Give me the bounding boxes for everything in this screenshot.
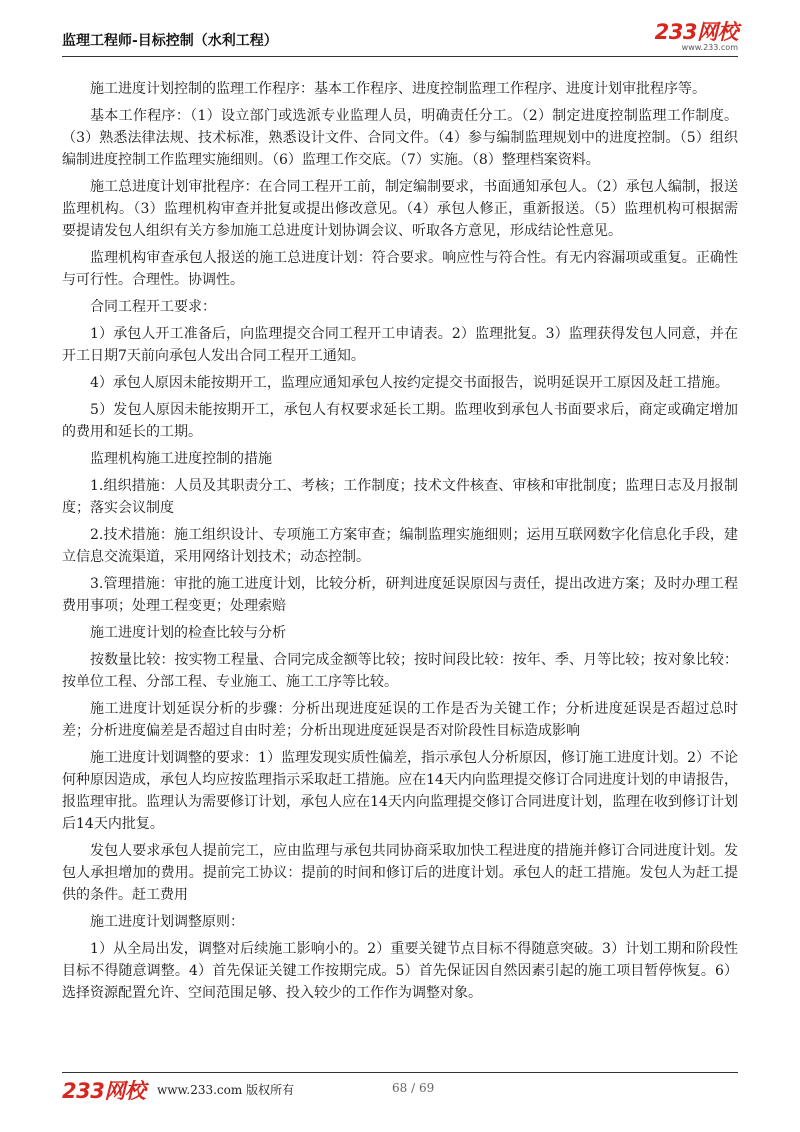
- paragraph: 1.组织措施：人员及其职责分工、考核；工作制度；技术文件核查、审核和审批制度；监理日志及月报制度；落实会议制度: [62, 478, 738, 516]
- paragraph: 4）承包人原因未能按期开工，监理应通知承包人按约定提交书面报告，说明延误开工原因及赶工措施。: [90, 375, 729, 391]
- paragraph: 监理机构审查承包人报送的施工总进度计划：符合要求。响应性与符合性。有无内容漏项或重复。正确性与可行性。合理性。协调性。: [62, 250, 738, 288]
- brand-logo[interactable]: [655, 22, 738, 52]
- paragraph: 施工进度计划调整原则：: [90, 914, 244, 930]
- paragraph: 施工进度计划延误分析的步骤：分析出现进度延误的工作是否为关键工作；分析进度延误是否超过总时差；分析进度偏差是否超过自由时差；分析出现进度延误是否对阶段性目标造成影响: [62, 701, 738, 739]
- brand-logo-url: www.233.com: [681, 43, 738, 52]
- paragraph: 施工总进度计划审批程序：在合同工程开工前，制定编制要求，书面通知承包人。（2）承包人编制，报送监理机构。（3）监理机构审查并批复或提出修改意见。（4）承包人修正，重新报送。（5）监理机构可根据需要提请发包人组织有关方参加施工总进度计划协调会议、听取各方意见，形成结论性意见。: [62, 179, 738, 239]
- paragraph: 施工进度计划的检查比较与分析: [90, 625, 286, 641]
- paragraph: 监理机构施工进度控制的措施: [90, 451, 272, 467]
- paragraph: 合同工程开工要求：: [90, 299, 216, 315]
- document-body: [62, 78, 738, 1009]
- paragraph: 施工进度计划调整的要求：1）监理发现实质性偏差，指示承包人分析原因，修订施工进度计划。2）不论何种原因造成，承包人均应按监理指示采取赶工措施。应在14天内向监理提交修订合同进度计划的申请报告，报监理审批。监理认为需要修订计划，承包人应在14天内向监理提交修订合同进度计划，监理在收到修订计划后14天内批复。: [62, 750, 738, 832]
- page-number: 68 / 69: [392, 1081, 435, 1095]
- copyright-text: www.233.com 版权所有: [157, 1083, 295, 1097]
- paragraph: 施工进度计划控制的监理工作程序：基本工作程序、进度控制监理工作程序、进度计划审批程序等。: [90, 81, 706, 97]
- paragraph: 1）从全局出发，调整对后续施工影响小的。2）重要关键节点目标不得随意突破。3）计划工期和阶段性目标不得随意调整。4）首先保证关键工作按期完成。5）首先保证因自然因素引起的施工项目暂停恢复。6）选择资源配置允许、空间范围足够、投入较少的工作作为调整对象。: [62, 941, 738, 1001]
- paragraph: 基本工作程序：（1）设立部门或选派专业监理人员，明确责任分工。（2）制定进度控制监理工作制度。（3）熟悉法律法规、技术标准，熟悉设计文件、合同文件。（4）参与编制监理规划中的进度控制。（5）组织编制进度控制工作监理实施细则。（6）监理工作交底。（7）实施。（8）整理档案资料。: [62, 108, 738, 168]
- paragraph: 1）承包人开工准备后，向监理提交合同工程开工申请表。2）监理批复。3）监理获得发包人同意，并在开工日期7天前向承包人发出合同工程开工通知。: [62, 326, 738, 364]
- brand-logo-text: 233网校: [654, 20, 738, 44]
- page-header: [62, 22, 738, 57]
- footer-logo[interactable]: 233网校: [62, 1079, 146, 1103]
- paragraph: 2.技术措施：施工组织设计、专项施工方案审查；编制监理实施细则；运用互联网数字化信息化手段，建立信息交流渠道，采用网络计划技术；动态控制。: [62, 527, 738, 565]
- page-footer: [62, 1072, 738, 1103]
- paragraph: 发包人要求承包人提前完工，应由监理与承包共同协商采取加快工程进度的措施并修订合同进度计划。发包人承担增加的费用。提前完工协议：提前的时间和修订后的进度计划。承包人的赶工措施。发包人为赶工提供的条件。赶工费用: [62, 843, 738, 903]
- document-title: 监理工程师-目标控制（水利工程）: [62, 33, 278, 49]
- paragraph: 5）发包人原因未能按期开工，承包人有权要求延长工期。监理收到承包人书面要求后，商定或确定增加的费用和延长的工期。: [62, 402, 738, 440]
- paragraph: 按数量比较：按实物工程量、合同完成金额等比较；按时间段比较：按年、季、月等比较；按对象比较：按单位工程、分部工程、专业施工、施工工序等比较。: [62, 652, 738, 690]
- paragraph: 3.管理措施：审批的施工进度计划，比较分析，研判进度延误原因与责任，提出改进方案；及时办理工程费用事项；处理工程变更；处理索赔: [62, 576, 738, 614]
